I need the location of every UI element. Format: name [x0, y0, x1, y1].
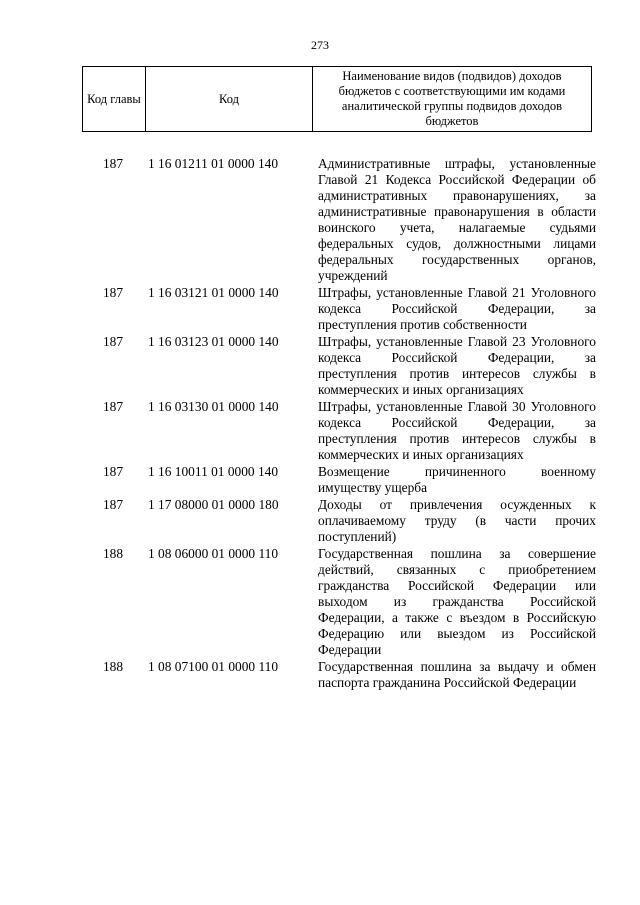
chapter-code: 187: [102, 334, 124, 349]
header-revenue-name: Наименование видов (подвидов) доходов бюджетов с соответствующими им кодами аналитической группы подвидов доходов бюджетов: [313, 67, 592, 132]
table-body: [82, 156, 602, 692]
table-header: [82, 66, 592, 132]
chapter-code: 187: [102, 497, 124, 512]
table-row: [82, 334, 602, 398]
revenue-name: Штрафы, установленные Главой 23 Уголовного кодекса Российской Федерации, за преступления против интересов службы в коммерческих и иных организациях: [318, 334, 596, 397]
revenue-name: Государственная пошлина за выдачу и обмен паспорта гражданина Российской Федерации: [318, 659, 596, 690]
table-row: [82, 546, 602, 658]
revenue-name: Государственная пошлина за совершение действий, связанных с приобретением гражданства Российской Федерации или выходом из гражданства Российской Федерации, а также с въездом в Российскую Федерацию или выездом из Российской Федерации: [318, 546, 596, 657]
revenue-name: Административные штрафы, установленные Главой 21 Кодекса Российской Федерации об административных правонарушениях, за административные правонарушения в области воинского учета, налагаемые судьями федеральных судов, должностными лицами федеральных государственных органов, учреждений: [318, 156, 596, 283]
table-row: [82, 156, 602, 284]
revenue-name: Штрафы, установленные Главой 30 Уголовного кодекса Российской Федерации, за преступления против интересов службы в коммерческих и иных организациях: [318, 399, 596, 462]
revenue-code: 1 16 10011 01 0000 140: [148, 464, 279, 479]
table-row: [82, 497, 602, 545]
revenue-code: 1 17 08000 01 0000 180: [148, 497, 279, 512]
revenue-code: 1 16 03121 01 0000 140: [148, 285, 279, 300]
table-row: [82, 464, 602, 496]
table-row: [82, 659, 602, 691]
revenue-name: Штрафы, установленные Главой 21 Уголовного кодекса Российской Федерации, за преступления против собственности: [318, 285, 596, 332]
chapter-code: 187: [102, 156, 124, 171]
table-row: [82, 285, 602, 333]
revenue-code: 1 16 03123 01 0000 140: [148, 334, 279, 349]
header-code-chapter: Код главы: [83, 67, 146, 132]
chapter-code: 187: [102, 464, 124, 479]
revenue-name: Возмещение причиненного военному имуществу ущерба: [318, 464, 596, 495]
page-number: 273: [311, 38, 329, 52]
chapter-code: 187: [102, 285, 124, 300]
table-row: [82, 399, 602, 463]
chapter-code: 187: [102, 399, 124, 414]
chapter-code: 188: [102, 546, 124, 561]
revenue-code: 1 16 03130 01 0000 140: [148, 399, 279, 414]
revenue-code: 1 16 01211 01 0000 140: [148, 156, 279, 171]
revenue-code: 1 08 06000 01 0000 110: [148, 546, 279, 561]
revenue-code: 1 08 07100 01 0000 110: [148, 659, 279, 674]
revenue-name: Доходы от привлечения осужденных к оплачиваемому труду (в части прочих поступлений): [318, 497, 596, 544]
header-code: Код: [146, 67, 313, 132]
chapter-code: 188: [102, 659, 124, 674]
